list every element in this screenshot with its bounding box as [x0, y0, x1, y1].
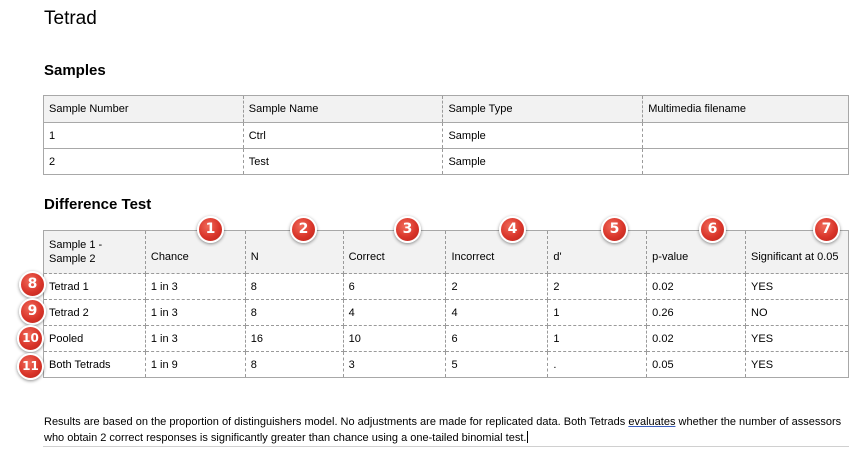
- column-header: Sample Type: [443, 96, 643, 123]
- callout-badge: 10: [17, 325, 44, 352]
- table-row: [44, 274, 849, 300]
- table-row: [44, 326, 849, 352]
- table-cell[interactable]: Both Tetrads: [44, 352, 146, 378]
- callout-badge: 6: [699, 216, 726, 243]
- table-cell[interactable]: Tetrad 2: [44, 300, 146, 326]
- callout-badge: 7: [813, 216, 840, 243]
- text-cursor: [527, 431, 528, 443]
- callout-badge: 3: [394, 216, 421, 243]
- table-cell[interactable]: 1 in 3: [145, 274, 245, 300]
- column-header-sample-pair: Sample 1 - Sample 2: [44, 231, 146, 274]
- difference-test-heading: Difference Test: [44, 196, 152, 213]
- divider: [43, 446, 849, 447]
- table-cell[interactable]: 6: [446, 326, 548, 352]
- callout-badge: 9: [19, 298, 46, 325]
- callout-badge: 4: [499, 216, 526, 243]
- table-cell[interactable]: Pooled: [44, 326, 146, 352]
- table-cell[interactable]: 1: [548, 300, 647, 326]
- table-cell[interactable]: 0.02: [647, 326, 746, 352]
- table-cell[interactable]: 4: [343, 300, 446, 326]
- column-header: Sample Name: [243, 96, 443, 123]
- table-cell[interactable]: 2: [548, 274, 647, 300]
- table-cell[interactable]: 0.02: [647, 274, 746, 300]
- table-cell[interactable]: 3: [343, 352, 446, 378]
- difference-header-row: [44, 231, 849, 274]
- table-cell[interactable]: [643, 123, 849, 149]
- table-cell[interactable]: 2: [44, 149, 244, 175]
- callout-badge: 1: [197, 216, 224, 243]
- table-cell[interactable]: Sample: [443, 149, 643, 175]
- table-cell[interactable]: 16: [245, 326, 343, 352]
- column-header: Multimedia filename: [643, 96, 849, 123]
- table-cell[interactable]: 1 in 3: [145, 326, 245, 352]
- note-text: whether the number of assessors who obtain 2 correct responses is significantly greater than chance using a one-tailed binomial test.: [44, 416, 842, 444]
- callout-badge: 8: [19, 271, 46, 298]
- column-header-d-prime: d': [548, 231, 647, 274]
- table-row: [44, 352, 849, 378]
- table-cell[interactable]: 1 in 3: [145, 300, 245, 326]
- table-cell[interactable]: Sample: [443, 123, 643, 149]
- callout-badge: 2: [290, 216, 317, 243]
- table-cell[interactable]: 8: [245, 300, 343, 326]
- column-header-chance: Chance: [145, 231, 245, 274]
- table-row: [44, 300, 849, 326]
- table-cell[interactable]: Test: [243, 149, 443, 175]
- table-cell[interactable]: Tetrad 1: [44, 274, 146, 300]
- table-cell[interactable]: 8: [245, 274, 343, 300]
- column-header-n: N: [245, 231, 343, 274]
- callout-badge: 5: [601, 216, 628, 243]
- grammar-flagged-word[interactable]: evaluates: [628, 416, 676, 428]
- table-cell[interactable]: 4: [446, 300, 548, 326]
- table-cell[interactable]: 0.05: [647, 352, 746, 378]
- column-header-significant: Significant at 0.05: [746, 231, 849, 274]
- table-cell[interactable]: 8: [245, 352, 343, 378]
- table-cell[interactable]: 1: [44, 123, 244, 149]
- column-header-incorrect: Incorrect: [446, 231, 548, 274]
- samples-heading: Samples: [44, 62, 106, 79]
- table-cell[interactable]: 6: [343, 274, 446, 300]
- page-title: Tetrad: [44, 8, 97, 29]
- table-cell[interactable]: 5: [446, 352, 548, 378]
- table-cell[interactable]: 1: [548, 326, 647, 352]
- table-cell[interactable]: 10: [343, 326, 446, 352]
- table-cell[interactable]: Ctrl: [243, 123, 443, 149]
- table-cell[interactable]: 0.26: [647, 300, 746, 326]
- table-row: [44, 123, 849, 149]
- table-cell[interactable]: YES: [746, 274, 849, 300]
- column-header-p-value: p-value: [647, 231, 746, 274]
- column-header: Sample Number: [44, 96, 244, 123]
- table-cell[interactable]: YES: [746, 352, 849, 378]
- column-header-correct: Correct: [343, 231, 446, 274]
- table-cell[interactable]: [643, 149, 849, 175]
- table-row: [44, 149, 849, 175]
- difference-test-table: [43, 230, 849, 378]
- table-cell[interactable]: .: [548, 352, 647, 378]
- samples-table: [43, 95, 849, 175]
- table-cell[interactable]: YES: [746, 326, 849, 352]
- table-cell[interactable]: 1 in 9: [145, 352, 245, 378]
- note-text: Results are based on the proportion of distinguishers model. No adjustments are made for replicated data. Both Tetrads: [44, 416, 629, 428]
- callout-badge: 11: [17, 353, 44, 380]
- samples-header-row: [44, 96, 849, 123]
- table-cell[interactable]: NO: [746, 300, 849, 326]
- results-note[interactable]: [44, 414, 854, 446]
- table-cell[interactable]: 2: [446, 274, 548, 300]
